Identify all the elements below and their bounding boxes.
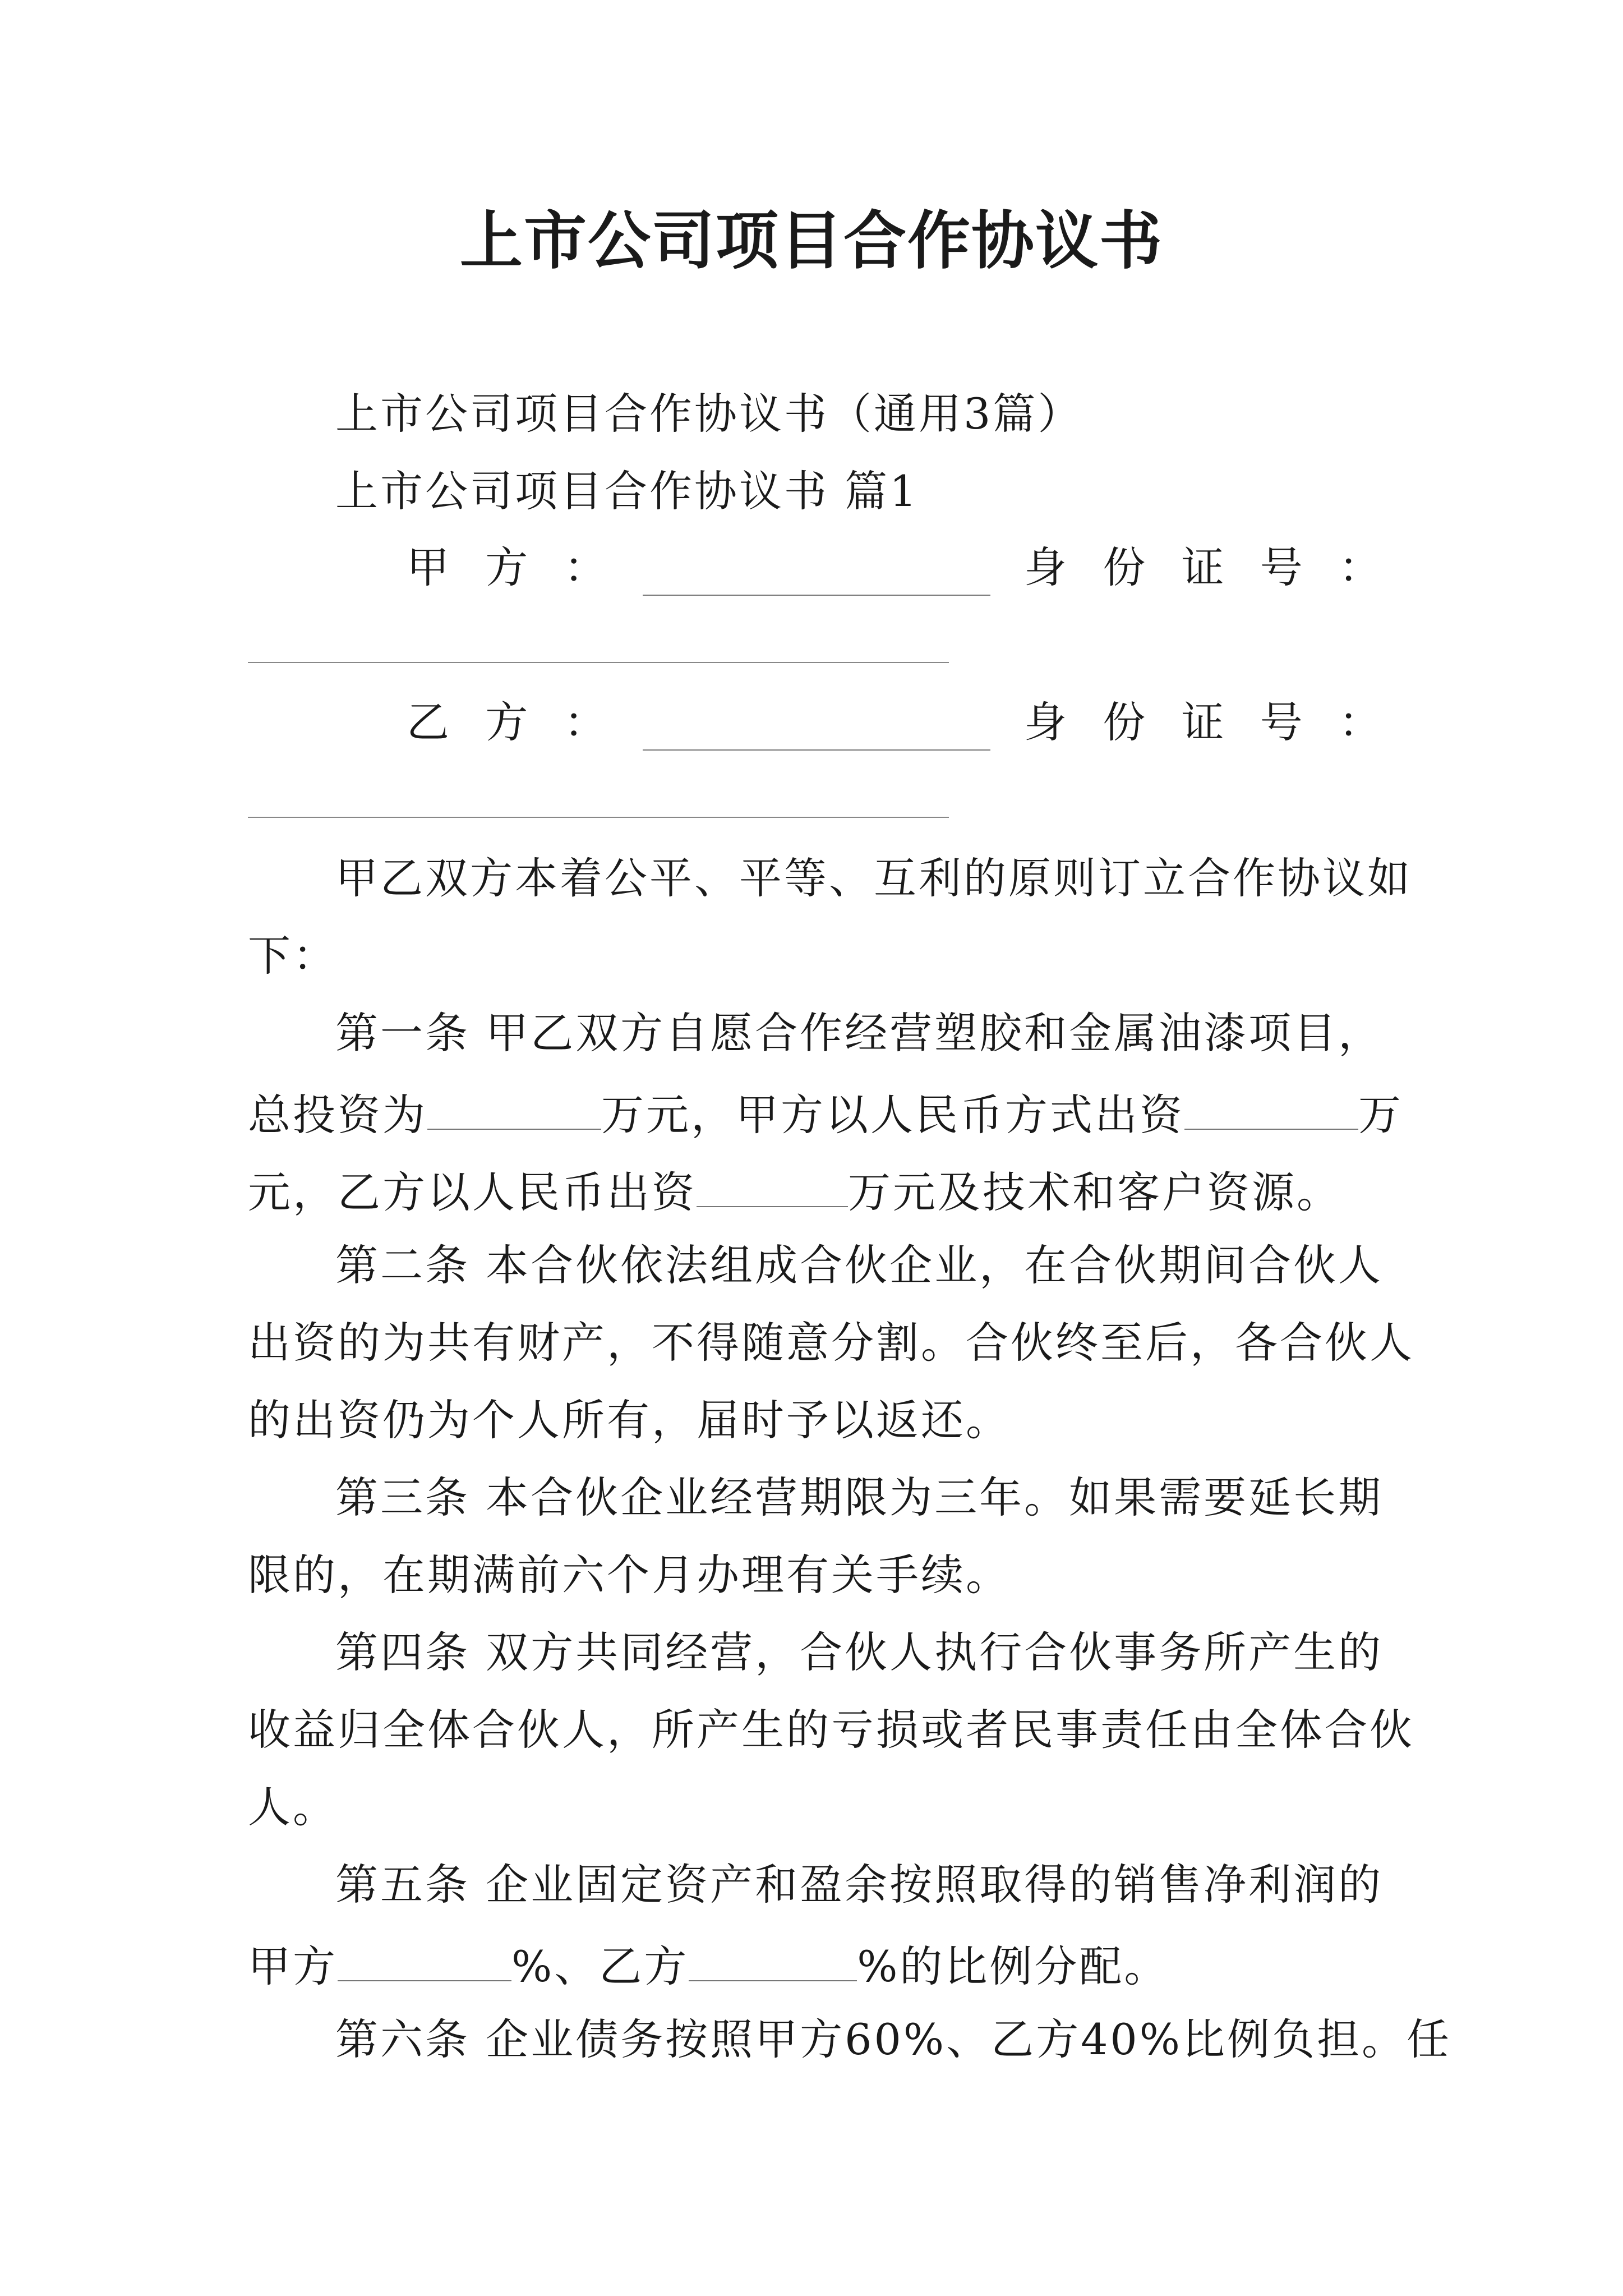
id-label-char: ： xyxy=(1339,697,1384,747)
party-b-id-blank xyxy=(248,817,949,818)
party-b-share-blank xyxy=(689,1934,857,1981)
party-b-label-char: 方 xyxy=(485,697,531,747)
paragraph-line: 第三条 本合伙企业经营期限为三年。如果需要延长期 xyxy=(335,1473,1384,1522)
paragraph-line: 第六条 企业债务按照甲方60%、乙方40%比例负担。任 xyxy=(335,2014,1452,2064)
id-label-char: 证 xyxy=(1181,542,1227,592)
id-label-char: ： xyxy=(1339,542,1384,592)
party-b-colon: ： xyxy=(564,697,609,747)
party-a-label-char: 甲 xyxy=(407,542,451,592)
paragraph-line: 第二条 本合伙依法组成合伙企业，在合伙期间合伙人 xyxy=(335,1240,1384,1290)
id-label-char: 份 xyxy=(1103,697,1148,747)
section-heading: 上市公司项目合作协议书 篇1 xyxy=(335,466,919,516)
id-label-char: 证 xyxy=(1181,697,1227,747)
party-a-label-char: 方 xyxy=(485,542,531,592)
paragraph-line: 限的，在期满前六个月办理有关手续。 xyxy=(248,1550,1011,1600)
party-a-id-blank xyxy=(248,662,949,663)
page-title: 上市公司项目合作协议书 xyxy=(460,204,1163,278)
paragraph-line: 总投资为 万元，甲方以人民币方式出资 万 xyxy=(248,1083,1384,1143)
paragraph-line: 收益归全体合伙人，所产生的亏损或者民事责任由全体合伙 xyxy=(248,1705,1414,1755)
paragraph-line: 第一条 甲乙双方自愿合作经营塑胶和金属油漆项目， xyxy=(335,1008,1384,1058)
total-investment-blank xyxy=(427,1083,601,1130)
party-b-line xyxy=(407,694,1384,751)
paragraph-line: 第五条 企业固定资产和盈余按照取得的销售净利润的 xyxy=(335,1860,1384,1910)
subtitle: 上市公司项目合作协议书（通用3篇） xyxy=(335,389,1083,439)
id-label-char: 号 xyxy=(1260,697,1305,747)
party-a-name-blank xyxy=(643,549,990,596)
id-label-char: 份 xyxy=(1103,542,1148,592)
paragraph-line: 的出资仍为个人所有，届时予以返还。 xyxy=(248,1395,1011,1445)
party-b-name-blank xyxy=(643,703,990,751)
paragraph-line: 甲方 %、乙方 %的比例分配。 xyxy=(248,1934,1384,1995)
id-label-char: 身 xyxy=(1024,542,1069,592)
party-b-label-char: 乙 xyxy=(407,697,451,747)
paragraph-line: 第四条 双方共同经营，合伙人执行合伙事务所产生的 xyxy=(335,1627,1384,1677)
party-a-investment-blank xyxy=(1184,1083,1358,1130)
party-a-share-blank xyxy=(338,1934,511,1981)
party-a-line xyxy=(407,540,1384,596)
paragraph-line: 下： xyxy=(248,931,338,981)
party-b-investment-blank xyxy=(697,1160,848,1207)
id-label-char: 身 xyxy=(1024,697,1069,747)
id-label-char: 号 xyxy=(1260,542,1305,592)
paragraph-line: 出资的为共有财产，不得随意分割。合伙终至后，各合伙人 xyxy=(248,1318,1414,1368)
paragraph-line: 甲乙双方本着公平、平等、互利的原则订立合作协议如 xyxy=(335,853,1412,903)
paragraph-line: 人。 xyxy=(248,1782,338,1832)
paragraph-line: 元，乙方以人民币出资 万元及技术和客户资源。 xyxy=(248,1160,1384,1221)
party-a-colon: ： xyxy=(564,542,609,592)
